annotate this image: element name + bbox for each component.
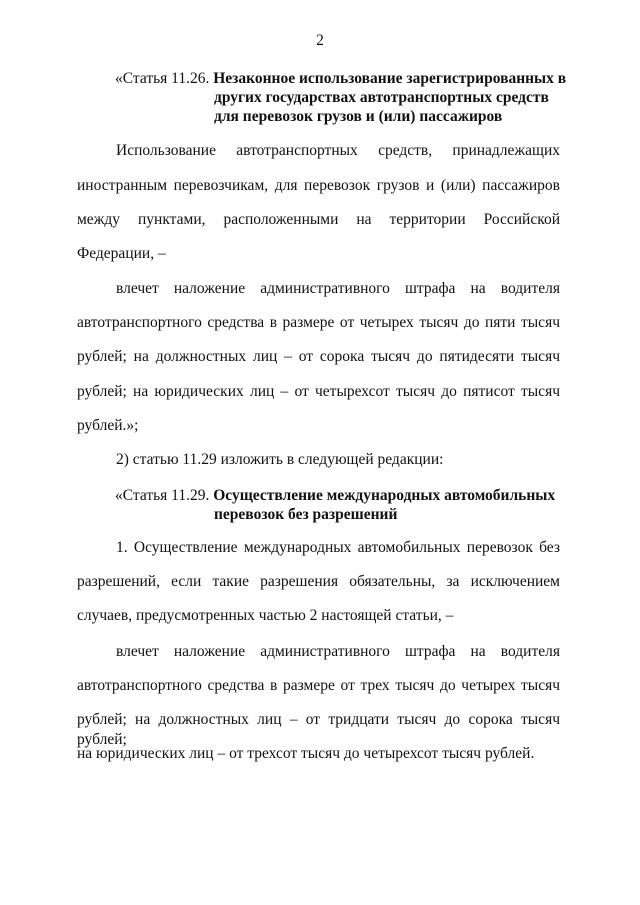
article-11-26-para1-line3: между пунктами, расположенными на территории Российской: [77, 211, 560, 228]
article-11-29-lead: «Статья 11.29.: [115, 487, 210, 504]
article-11-29-penalty-line1: влечет наложение административного штрафа на водителя: [116, 643, 560, 660]
article-11-29-penalty-line4: на юридических лиц – от трехсот тысяч до четырехсот тысяч рублей.: [77, 745, 535, 762]
article-11-26-heading: [115, 69, 575, 126]
article-11-29-penalty-line3: рублей; на должностных лиц – от тридцати тысяч до сорока тысяч рублей;: [77, 711, 560, 748]
article-11-26-para1-line4: Федерации, –: [77, 245, 166, 262]
article-11-26-para2-line2: автотранспортного средства в размере от четырех тысяч до пяти тысяч: [77, 314, 560, 331]
article-11-29-title-line1: Осуществление международных автомобильных: [213, 487, 556, 504]
article-11-26-para2-line5: рублей.»;: [77, 417, 139, 434]
page-number: 2: [316, 32, 324, 49]
article-11-29-penalty-line2: автотранспортного средства в размере от трех тысяч до четырех тысяч: [77, 677, 560, 694]
article-11-26-para2-line1: влечет наложение административного штрафа на водителя: [116, 280, 560, 297]
item-2-text: 2) статью 11.29 изложить в следующей редакции:: [116, 451, 444, 468]
article-11-26-title-line1: Незаконное использование зарегистрированных в: [213, 70, 567, 87]
article-11-26-title-line3: для перевозок грузов и (или) пассажиров: [214, 108, 503, 125]
article-11-26-para2-line3: рублей; на должностных лиц – от сорока тысяч до пятидесяти тысяч: [77, 348, 560, 365]
article-11-29-part1-line2: разрешений, если такие разрешения обязательны, за исключением: [77, 573, 560, 590]
article-11-26-lead: «Статья 11.26.: [115, 70, 210, 87]
article-11-29-heading: [115, 486, 575, 524]
article-11-26-para1-line2: иностранным перевозчикам, для перевозок грузов и (или) пассажиров: [77, 177, 560, 194]
article-11-26-title-line2: других государствах автотранспортных средств: [214, 89, 549, 106]
article-11-26-para2-line4: рублей; на юридических лиц – от четырехсот тысяч до пятисот тысяч: [77, 383, 560, 400]
article-11-29-title-line2: перевозок без разрешений: [214, 506, 398, 523]
article-11-29-part1-line1: 1. Осуществление международных автомобильных перевозок без: [116, 539, 560, 556]
article-11-26-para1-line1: Использование автотранспортных средств, принадлежащих: [116, 142, 560, 159]
article-11-29-part1-line3: случаев, предусмотренных частью 2 настоящей статьи, –: [77, 607, 454, 624]
